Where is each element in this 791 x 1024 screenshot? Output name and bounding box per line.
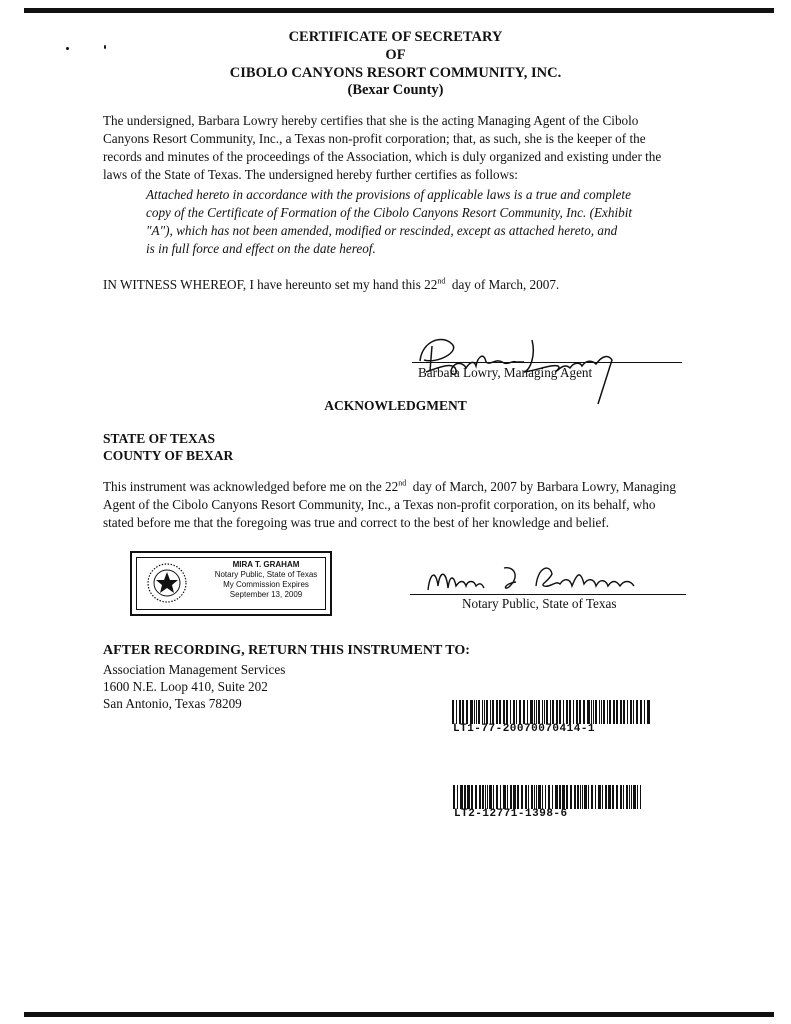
barcode-bar: [583, 700, 585, 724]
barcode-bar: [513, 785, 516, 809]
barcode-bar: [612, 785, 614, 809]
barcode-bar: [538, 700, 540, 724]
barcode-bar: [626, 785, 628, 809]
barcode-bar: [462, 700, 464, 724]
barcode-bar: [521, 785, 523, 809]
barcode-bar: [559, 700, 561, 724]
mira-graham-signature: [424, 562, 654, 598]
barcode-bar: [633, 785, 636, 809]
barcode-bar: [584, 785, 587, 809]
paragraph-line: The undersigned, Barbara Lowry hereby certifies that she is the acting Managing Agent of the Cibolo: [103, 113, 639, 128]
barcode-bar: [467, 785, 470, 809]
barcode-bar: [559, 785, 561, 809]
barcode-bar: [490, 700, 491, 724]
notary-caption: Notary Public, State of Texas: [462, 596, 617, 611]
return-address: [103, 661, 285, 712]
barcode-bar: [637, 785, 638, 809]
barcode-bar: [546, 700, 548, 724]
barcode-bar: [644, 700, 645, 724]
paragraph-line: Agent of the Cibolo Canyons Resort Community, Inc., a Texas non-profit corporation, on its behalf, who: [103, 497, 656, 512]
barcode-bar: [631, 785, 632, 809]
barcode-bar: [563, 700, 564, 724]
doc-title-county: (Bexar County): [347, 82, 444, 98]
barcode-bar: [519, 700, 521, 724]
barcode-bar: [460, 785, 463, 809]
statement-line: is in full force and effect on the date hereof.: [146, 241, 376, 256]
barcode-bar: [538, 785, 541, 809]
barcode-bar: [527, 700, 528, 724]
barcode-bar: [595, 700, 597, 724]
barcode-bar: [530, 700, 533, 724]
barcode-bar: [471, 785, 473, 809]
barcode-bar: [627, 700, 628, 724]
barcode-bar: [620, 785, 622, 809]
barcode-bar: [607, 700, 608, 724]
barcode-bar: [457, 785, 458, 809]
barcode-bar: [453, 785, 455, 809]
barcode-bar: [542, 785, 543, 809]
paragraph-line: laws of the State of Texas. The undersigned hereby further certifies as follows:: [103, 167, 518, 182]
barcode-bar: [608, 785, 611, 809]
barcode-bar: [574, 785, 576, 809]
recording-barcode-2: [453, 785, 643, 809]
barcode-bar: [569, 700, 571, 724]
barcode-bar: [602, 785, 603, 809]
recording-barcode-1: [452, 700, 652, 724]
barcode-bar: [595, 785, 596, 809]
signature-line: [412, 362, 682, 363]
barcode-bar: [536, 700, 537, 724]
barcode-bar: [629, 785, 630, 809]
paragraph-line: Canyons Resort Community, Inc., a Texas non-profit corporation; that, as such, she is the keeper of the: [103, 131, 646, 146]
barcode-bar: [562, 785, 565, 809]
paragraph-line: This instrument was acknowledged before me on the 22nd day of March, 2007 by Barbara Lowry, Managing: [103, 478, 676, 494]
barcode-bar: [613, 700, 615, 724]
barcode-bar: [484, 700, 485, 724]
barcode-bar: [493, 785, 494, 809]
barcode-bar: [474, 700, 475, 724]
barcode-bar: [506, 700, 508, 724]
barcode-bar: [566, 700, 568, 724]
barcode-bar: [478, 700, 480, 724]
barcode-bar: [550, 700, 551, 724]
barcode-bar: [470, 700, 473, 724]
barcode-bar: [531, 785, 533, 809]
address-line: San Antonio, Texas 78209: [103, 696, 242, 711]
barcode-bar: [503, 700, 505, 724]
barcode-bar: [582, 785, 583, 809]
barcode-bar: [452, 700, 454, 724]
barcode-bar: [591, 785, 593, 809]
venue-state: STATE OF TEXAS: [103, 431, 216, 446]
barcode-bar: [566, 785, 568, 809]
barcode-bar: [486, 700, 488, 724]
address-line: 1600 N.E. Loop 410, Suite 202: [103, 679, 268, 694]
barcode-bar: [485, 785, 486, 809]
stamp-expiry: September 13, 2009: [229, 590, 303, 599]
barcode-bar: [525, 785, 527, 809]
certification-statement: [146, 186, 646, 258]
barcode-bar: [456, 700, 457, 724]
venue-block: [103, 430, 233, 464]
signature-caption: Barbara Lowry, Managing Agent: [418, 365, 593, 380]
barcode-bar: [640, 785, 641, 809]
barcode-bar: [545, 785, 546, 809]
barcode-2-label: LT2-12771-1398-6: [454, 808, 568, 820]
barcode-bar: [510, 785, 512, 809]
barcode-bar: [459, 700, 461, 724]
barcode-bar: [507, 785, 508, 809]
acknowledgment-heading: ACKNOWLEDGMENT: [324, 398, 467, 413]
barcode-bar: [623, 785, 624, 809]
barcode-bar: [487, 785, 488, 809]
return-heading: AFTER RECORDING, RETURN THIS INSTRUMENT TO:: [103, 643, 470, 658]
barcode-bar: [482, 785, 484, 809]
barcode-bar: [601, 700, 602, 724]
barcode-bar: [616, 700, 618, 724]
statement-line: "A"), which has not been amended, modified or rescinded, except as attached hereto, and: [146, 223, 618, 238]
barcode-bar: [599, 700, 600, 724]
statement-line: copy of the Certificate of Formation of the Cibolo Canyons Resort Community, Inc. (Exhibit: [146, 205, 633, 220]
barcode-bar: [603, 700, 605, 724]
barcode-bar: [587, 700, 590, 724]
acknowledgment-paragraph: [103, 478, 687, 532]
barcode-bar: [593, 700, 594, 724]
barcode-bar: [555, 785, 558, 809]
barcode-bar: [479, 785, 481, 809]
barcode-bar: [609, 700, 611, 724]
barcode-bar: [623, 700, 625, 724]
barcode-bar: [591, 700, 592, 724]
barcode-bar: [576, 700, 578, 724]
barcode-bar: [552, 785, 553, 809]
barcode-bar: [552, 700, 554, 724]
barcode-bar: [640, 700, 642, 724]
barcode-bar: [577, 785, 579, 809]
barcode-bar: [633, 700, 634, 724]
barcode-bar: [605, 785, 607, 809]
top-border-rule: [24, 8, 774, 13]
barcode-bar: [544, 700, 545, 724]
barcode-bar: [510, 700, 511, 724]
barcode-bar: [570, 785, 572, 809]
barcode-bar: [556, 700, 558, 724]
barcode-bar: [516, 700, 517, 724]
bottom-border-rule: [24, 1012, 774, 1017]
barcode-bar: [573, 700, 574, 724]
certification-paragraph: [103, 112, 687, 184]
barcode-bar: [482, 700, 483, 724]
barcode-bar: [579, 700, 581, 724]
barcode-bar: [496, 785, 498, 809]
paragraph-line: stated before me that the foregoing was true and correct to the best of her knowledge and belief.: [103, 515, 610, 530]
address-line: Association Management Services: [103, 662, 286, 677]
barcode-bar: [503, 785, 506, 809]
stamp-text: [210, 560, 322, 600]
barcode-bar: [500, 785, 501, 809]
barcode-bar: [636, 700, 638, 724]
barcode-bar: [496, 700, 498, 724]
barcode-bar: [580, 785, 581, 809]
venue-county: COUNTY OF BEXAR: [103, 448, 234, 463]
barcode-bar: [647, 700, 650, 724]
barcode-bar: [620, 700, 622, 724]
barcode-bar: [466, 700, 468, 724]
barcode-bar: [523, 700, 525, 724]
barcode-bar: [630, 700, 632, 724]
barcode-bar: [489, 785, 492, 809]
barcode-bar: [616, 785, 618, 809]
barcode-bar: [588, 785, 589, 809]
stamp-line: Notary Public, State of Texas: [214, 570, 318, 579]
doc-title-entity: CIBOLO CANYONS RESORT COMMUNITY, INC.: [229, 65, 562, 81]
barcode-bar: [534, 700, 535, 724]
doc-title-of: OF: [385, 47, 406, 63]
stamp-line: My Commission Expires: [223, 580, 309, 589]
barcode-bar: [548, 785, 550, 809]
barcode-bar: [476, 700, 477, 724]
barcode-bar: [517, 785, 519, 809]
barcode-bar: [528, 785, 529, 809]
barcode-bar: [598, 785, 601, 809]
notary-seal-star-icon: [146, 562, 188, 604]
statement-line: Attached hereto in accordance with the provisions of applicable laws is a true and complete: [146, 187, 631, 202]
barcode-bar: [499, 700, 501, 724]
barcode-bar: [513, 700, 515, 724]
barcode-bar: [542, 700, 543, 724]
barcode-bar: [464, 785, 466, 809]
barcode-bar: [475, 785, 477, 809]
witness-line: IN WITNESS WHEREOF, I have hereunto set my hand this 22nd day of March, 2007.: [103, 276, 560, 292]
barcode-bar: [536, 785, 537, 809]
stamp-notary-name: MIRA T. GRAHAM: [232, 560, 300, 569]
notary-stamp: [130, 551, 332, 616]
barcode-1-label: LT1-77-20070070414-1: [453, 723, 596, 735]
paragraph-line: records and minutes of the proceedings of the Association, which is duly organized and existing under the: [103, 149, 662, 164]
barcode-bar: [534, 785, 535, 809]
doc-title: CERTIFICATE OF SECRETARY: [288, 29, 503, 45]
barcode-bar: [492, 700, 494, 724]
